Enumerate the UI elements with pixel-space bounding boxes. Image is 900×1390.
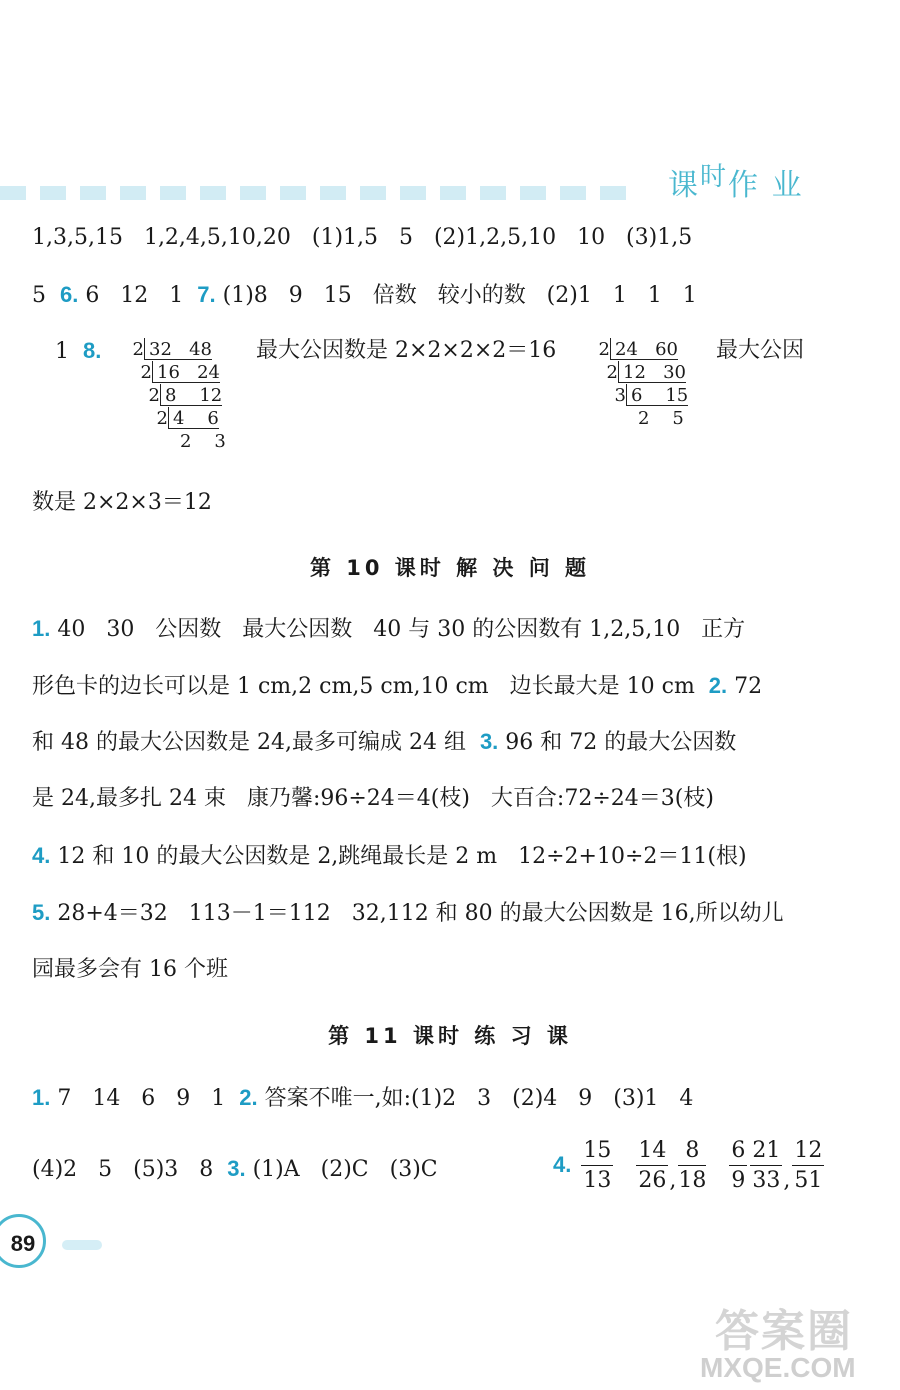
text: 7 14 6 9 1 — [50, 1086, 240, 1111]
text: 答案不唯一,如:(1)2 3 (2)4 9 (3)1 4 — [257, 1086, 694, 1111]
header-decoration — [0, 186, 640, 200]
quotient-values: 2 3 — [180, 431, 226, 452]
divisor: 2 — [598, 339, 610, 360]
divisor: 2 — [140, 362, 152, 383]
division-row — [594, 338, 688, 361]
gcd-result-2-end: 数是 2×2×3＝12 — [32, 490, 212, 515]
separator: , — [669, 1168, 677, 1193]
question-number: 5. — [32, 900, 51, 925]
denominator: 51 — [794, 1168, 823, 1193]
text: 12 和 10 的最大公因数是 2,跳绳最长是 2 m 12÷2+10÷2＝11(根) — [50, 844, 747, 869]
section10-line-3 — [32, 731, 736, 754]
divisor: 3 — [614, 385, 626, 406]
question-number: 1. — [32, 1085, 51, 1110]
numerator: 14 — [636, 1140, 668, 1166]
watermark-logo: 答案圈 — [715, 1306, 853, 1357]
division-row — [594, 407, 688, 430]
header-char: 作 — [728, 168, 761, 203]
page-decoration — [62, 1240, 102, 1250]
divisor: 2 — [148, 385, 160, 406]
text: 96 和 72 的最大公因数 — [498, 730, 737, 755]
question-number: 3. — [227, 1156, 246, 1181]
fraction — [678, 1140, 706, 1192]
fraction — [636, 1140, 668, 1192]
quotient-values: 12 30 — [618, 361, 686, 383]
section-title-10: 第 10 课时 解 决 问 题 — [309, 556, 591, 580]
short-division-1 — [128, 338, 226, 453]
text: 形色卡的边长可以是 1 cm,2 cm,5 cm,10 cm 边长最大是 10 cm — [32, 674, 709, 699]
numerator: 12 — [792, 1140, 824, 1166]
separator: , — [783, 1168, 791, 1193]
division-row — [128, 361, 226, 384]
division-row — [128, 407, 226, 430]
question-number: 4. — [553, 1152, 572, 1177]
question-number: 2. — [239, 1085, 258, 1110]
section10-line-6 — [32, 902, 784, 925]
text: 5 — [32, 283, 60, 308]
numerator: 21 — [750, 1140, 782, 1166]
denominator: 18 — [678, 1168, 707, 1193]
header-char: 业 — [771, 168, 804, 203]
section-title-11: 第 11 课时 练 习 课 — [328, 1024, 572, 1048]
fraction — [581, 1140, 613, 1192]
division-row — [128, 338, 226, 361]
answer-line-3-start — [55, 340, 101, 363]
section10-line-7: 园最多会有 16 个班 — [32, 957, 228, 982]
header-char: 课 — [668, 168, 700, 203]
numerator: 6 — [729, 1140, 747, 1166]
header-char: 时 — [700, 162, 729, 192]
quotient-values: 32 48 — [144, 338, 212, 360]
section10-line-2 — [32, 675, 762, 698]
quotient-values: 2 5 — [638, 408, 684, 429]
divisor: 2 — [156, 408, 168, 429]
text: 28+4＝32 113－1＝112 32,112 和 80 的最大公因数是 16,所以幼儿 — [50, 901, 784, 926]
text: 1 — [55, 339, 83, 364]
section10-line-5 — [32, 845, 747, 868]
division-row — [594, 361, 688, 384]
division-row — [128, 384, 226, 407]
text: (1)8 9 15 倍数 较小的数 (2)1 1 1 1 — [215, 283, 697, 308]
denominator: 9 — [731, 1168, 746, 1193]
text: 72 — [727, 674, 763, 699]
gcd-result-2-start: 最大公因 — [716, 338, 805, 363]
fraction — [729, 1140, 747, 1192]
text: 和 48 的最大公因数是 24,最多可编成 24 组 — [32, 730, 480, 755]
division-row — [594, 384, 688, 407]
fraction — [792, 1140, 824, 1192]
section11-line-1 — [32, 1087, 693, 1110]
denominator: 13 — [583, 1168, 612, 1193]
short-division-2 — [594, 338, 688, 430]
section10-line-1 — [32, 618, 745, 641]
answer-line-1: 1,3,5,15 1,2,4,5,10,20 (1)1,5 5 (2)1,2,5,10 10 (3)1,5 — [32, 225, 693, 250]
denominator: 33 — [752, 1168, 781, 1193]
question-number: 2. — [708, 673, 728, 698]
gcd-result-1: 最大公因数是 2×2×2×2＝16 — [256, 338, 557, 363]
question-number: 3. — [479, 729, 499, 754]
question-number: 6. — [59, 282, 79, 307]
section10-line-4: 是 24,最多扎 24 束 康乃馨:96÷24＝4(枝) 大百合:72÷24＝3(枝) — [32, 786, 714, 811]
page-number: 89 — [0, 1214, 46, 1268]
text: 6 12 1 — [78, 283, 198, 308]
numerator: 8 — [678, 1140, 706, 1166]
fraction-answers — [553, 1140, 825, 1192]
quotient-values: 4 6 — [168, 407, 219, 429]
text: 40 30 公因数 最大公因数 40 与 30 的公因数有 1,2,5,10 正方 — [50, 617, 746, 642]
fraction — [750, 1140, 782, 1192]
division-row — [128, 430, 226, 453]
header-title — [668, 160, 804, 204]
question-number: 4. — [32, 843, 51, 868]
quotient-values: 16 24 — [152, 361, 220, 383]
text: (1)A (2)C (3)C — [245, 1157, 452, 1182]
section11-line-2 — [32, 1158, 452, 1181]
quotient-values: 24 60 — [610, 338, 678, 360]
watermark-url: MXQE.COM — [700, 1352, 856, 1383]
question-number: 1. — [32, 616, 51, 641]
question-number: 7. — [197, 282, 216, 307]
divisor: 2 — [606, 362, 618, 383]
quotient-values: 8 12 — [160, 384, 222, 406]
answer-line-2 — [32, 284, 697, 307]
divisor: 2 — [132, 339, 144, 360]
denominator: 26 — [638, 1168, 667, 1193]
quotient-values: 6 15 — [626, 384, 688, 406]
text: (4)2 5 (5)3 8 — [32, 1157, 228, 1182]
numerator: 15 — [581, 1140, 613, 1166]
question-number: 8. — [82, 338, 102, 363]
